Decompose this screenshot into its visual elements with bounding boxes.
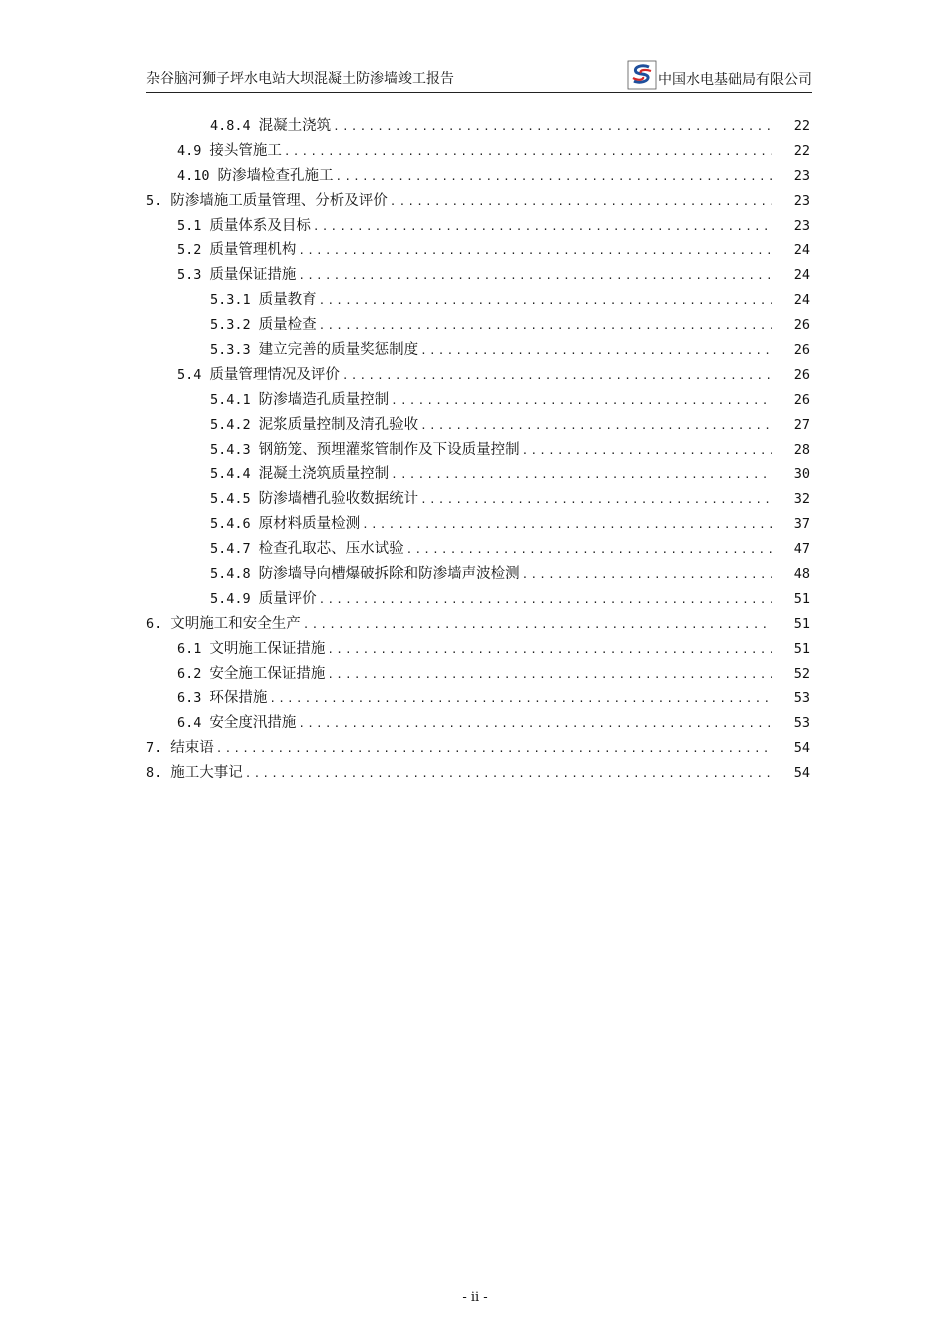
toc-entry-title: 泥浆质量控制及清孔验收 <box>258 416 419 433</box>
toc-dot-leader <box>327 640 772 660</box>
toc-entry[interactable] <box>146 315 810 340</box>
toc-dot-leader <box>391 391 772 411</box>
toc-entry[interactable] <box>146 240 810 265</box>
toc-dot-leader <box>319 590 772 610</box>
toc-entry-page: 32 <box>793 491 810 508</box>
toc-entry[interactable] <box>146 340 810 365</box>
toc-entry-title: 防渗墙检查孔施工 <box>217 167 334 184</box>
company-block <box>627 70 812 90</box>
toc-entry-page: 51 <box>793 615 810 632</box>
toc-entry-number: 4.9 <box>177 142 202 159</box>
toc-entry[interactable] <box>146 738 810 763</box>
document-title: 杂谷脑河狮子坪水电站大坝混凝土防渗墙竣工报告 <box>146 71 454 87</box>
toc-entry-title: 施工大事记 <box>170 765 243 782</box>
toc-entry-number: 6.2 <box>177 665 202 682</box>
toc-dot-leader <box>362 515 772 535</box>
toc-entry-number: 6.1 <box>177 640 202 657</box>
toc-entry-title: 防渗墙导向槽爆破拆除和防渗墙声波检测 <box>258 566 520 583</box>
header-divider <box>146 92 812 93</box>
toc-dot-leader <box>269 689 772 709</box>
toc-entry-page: 53 <box>793 715 810 732</box>
toc-entry-number: 5.4.1 <box>210 391 251 408</box>
toc-entry-page: 23 <box>793 217 810 234</box>
toc-entry-title: 混凝土浇筑质量控制 <box>258 466 390 483</box>
table-of-contents <box>146 116 810 788</box>
toc-entry[interactable] <box>146 664 810 689</box>
toc-entry[interactable] <box>146 265 810 290</box>
toc-entry-page: 27 <box>793 416 810 433</box>
toc-entry-number: 4.10 <box>177 167 210 184</box>
toc-entry-number: 7. <box>146 740 163 757</box>
toc-dot-leader <box>216 739 772 759</box>
toc-dot-leader <box>336 167 772 187</box>
toc-entry-number: 6.4 <box>177 715 202 732</box>
toc-entry[interactable] <box>146 639 810 664</box>
toc-entry[interactable] <box>146 763 810 788</box>
toc-entry[interactable] <box>146 589 810 614</box>
toc-dot-leader <box>390 192 772 212</box>
toc-entry[interactable] <box>146 539 810 564</box>
toc-entry-number: 5.2 <box>177 242 202 259</box>
toc-entry[interactable] <box>146 464 810 489</box>
toc-entry[interactable] <box>146 216 810 241</box>
toc-entry[interactable] <box>146 141 810 166</box>
toc-entry-number: 5.4.3 <box>210 441 251 458</box>
toc-dot-leader <box>420 490 772 510</box>
toc-entry-page: 28 <box>793 441 810 458</box>
toc-entry-page: 26 <box>793 317 810 334</box>
toc-entry-page: 54 <box>793 740 810 757</box>
toc-entry-page: 26 <box>793 342 810 359</box>
toc-entry-number: 5.4.2 <box>210 416 251 433</box>
toc-entry-page: 22 <box>793 142 810 159</box>
toc-entry[interactable] <box>146 191 810 216</box>
toc-entry-title: 质量检查 <box>258 317 317 334</box>
toc-entry-title: 原材料质量检测 <box>258 516 361 533</box>
toc-entry[interactable] <box>146 514 810 539</box>
toc-entry-number: 6. <box>146 615 163 632</box>
toc-dot-leader <box>522 441 772 461</box>
toc-entry[interactable] <box>146 440 810 465</box>
toc-dot-leader <box>333 117 772 137</box>
toc-entry[interactable] <box>146 290 810 315</box>
toc-dot-leader <box>342 366 772 386</box>
toc-entry-number: 5.4.9 <box>210 590 251 607</box>
toc-entry-page: 30 <box>793 466 810 483</box>
toc-entry[interactable] <box>146 614 810 639</box>
toc-entry-title: 质量体系及目标 <box>209 217 311 234</box>
toc-entry-number: 5.4.6 <box>210 516 251 533</box>
toc-entry-number: 8. <box>146 765 163 782</box>
toc-entry-number: 5.3.3 <box>210 342 251 359</box>
toc-entry-title: 质量管理机构 <box>209 242 297 259</box>
toc-entry-page: 24 <box>793 242 810 259</box>
company-logo-icon <box>627 60 657 90</box>
toc-entry-title: 防渗墙槽孔验收数据统计 <box>258 491 419 508</box>
toc-dot-leader <box>420 341 772 361</box>
toc-entry-number: 5.4.7 <box>210 541 251 558</box>
toc-dot-leader <box>319 291 772 311</box>
toc-dot-leader <box>319 316 772 336</box>
toc-entry-title: 检查孔取芯、压水试验 <box>258 541 404 558</box>
toc-dot-leader <box>303 615 772 635</box>
toc-dot-leader <box>522 565 772 585</box>
toc-entry[interactable] <box>146 713 810 738</box>
toc-entry-page: 47 <box>793 541 810 558</box>
toc-entry-title: 质量评价 <box>258 590 317 607</box>
toc-entry-title: 文明施工和安全生产 <box>170 615 301 632</box>
toc-entry-number: 5. <box>146 192 163 209</box>
toc-entry-page: 53 <box>793 690 810 707</box>
toc-entry-number: 4.8.4 <box>210 118 251 134</box>
toc-entry[interactable] <box>146 489 810 514</box>
page-number: - ii - <box>462 1290 488 1305</box>
toc-entry-page: 26 <box>793 366 810 383</box>
toc-entry-title: 质量教育 <box>258 292 317 309</box>
toc-entry-title: 防渗墙造孔质量控制 <box>258 391 390 408</box>
toc-entry-page: 51 <box>793 590 810 607</box>
toc-entry-title: 安全度汛措施 <box>209 715 297 732</box>
toc-dot-leader <box>406 540 772 560</box>
toc-entry-page: 37 <box>793 516 810 533</box>
toc-entry-number: 5.3.1 <box>210 292 251 309</box>
toc-entry-title: 质量管理情况及评价 <box>209 366 340 383</box>
toc-entry-title: 钢筋笼、预埋灌浆管制作及下设质量控制 <box>258 441 520 458</box>
toc-entry-page: 23 <box>793 167 810 184</box>
toc-dot-leader <box>284 142 772 162</box>
toc-dot-leader <box>298 241 772 261</box>
toc-entry-number: 5.4.8 <box>210 566 251 583</box>
toc-entry[interactable] <box>146 688 810 713</box>
toc-entry[interactable] <box>146 166 810 191</box>
toc-entry-page: 22 <box>793 118 810 134</box>
toc-entry-page: 48 <box>793 566 810 583</box>
toc-entry-page: 26 <box>793 391 810 408</box>
toc-entry-page: 54 <box>793 765 810 782</box>
toc-entry-number: 5.3 <box>177 267 202 284</box>
toc-entry-title: 防渗墙施工质量管理、分析及评价 <box>170 192 388 209</box>
toc-dot-leader <box>298 266 772 286</box>
toc-entry-page: 52 <box>793 665 810 682</box>
toc-entry[interactable] <box>146 415 810 440</box>
toc-entry-page: 24 <box>793 292 810 309</box>
toc-entry-title: 文明施工保证措施 <box>209 640 326 657</box>
toc-entry-page: 23 <box>793 192 810 209</box>
toc-entry-title: 环保措施 <box>209 690 268 707</box>
toc-dot-leader <box>327 665 772 685</box>
toc-dot-leader <box>420 416 772 436</box>
toc-entry-title: 质量保证措施 <box>209 267 297 284</box>
toc-dot-leader <box>313 217 772 237</box>
toc-entry-title: 混凝土浇筑 <box>258 118 332 134</box>
toc-dot-leader <box>391 465 772 485</box>
toc-entry-number: 5.3.2 <box>210 317 251 334</box>
toc-entry[interactable] <box>146 564 810 589</box>
toc-dot-leader <box>245 764 772 784</box>
toc-entry[interactable] <box>146 365 810 390</box>
toc-entry-number: 6.3 <box>177 690 202 707</box>
toc-entry-title: 结束语 <box>170 740 214 757</box>
toc-dot-leader <box>298 714 772 734</box>
toc-entry-page: 51 <box>793 640 810 657</box>
toc-entry-number: 5.4 <box>177 366 202 383</box>
toc-entry-title: 接头管施工 <box>209 142 282 159</box>
toc-entry-title: 建立完善的质量奖惩制度 <box>258 342 419 359</box>
toc-entry-number: 5.1 <box>177 217 202 234</box>
toc-entry-page: 24 <box>793 267 810 284</box>
page-header <box>146 56 812 92</box>
company-name: 中国水电基础局有限公司 <box>658 72 812 88</box>
toc-entry-number: 5.4.4 <box>210 466 251 483</box>
toc-entry[interactable] <box>146 116 810 141</box>
toc-entry-title: 安全施工保证措施 <box>209 665 326 682</box>
toc-entry[interactable] <box>146 390 810 415</box>
toc-entry-number: 5.4.5 <box>210 491 251 508</box>
